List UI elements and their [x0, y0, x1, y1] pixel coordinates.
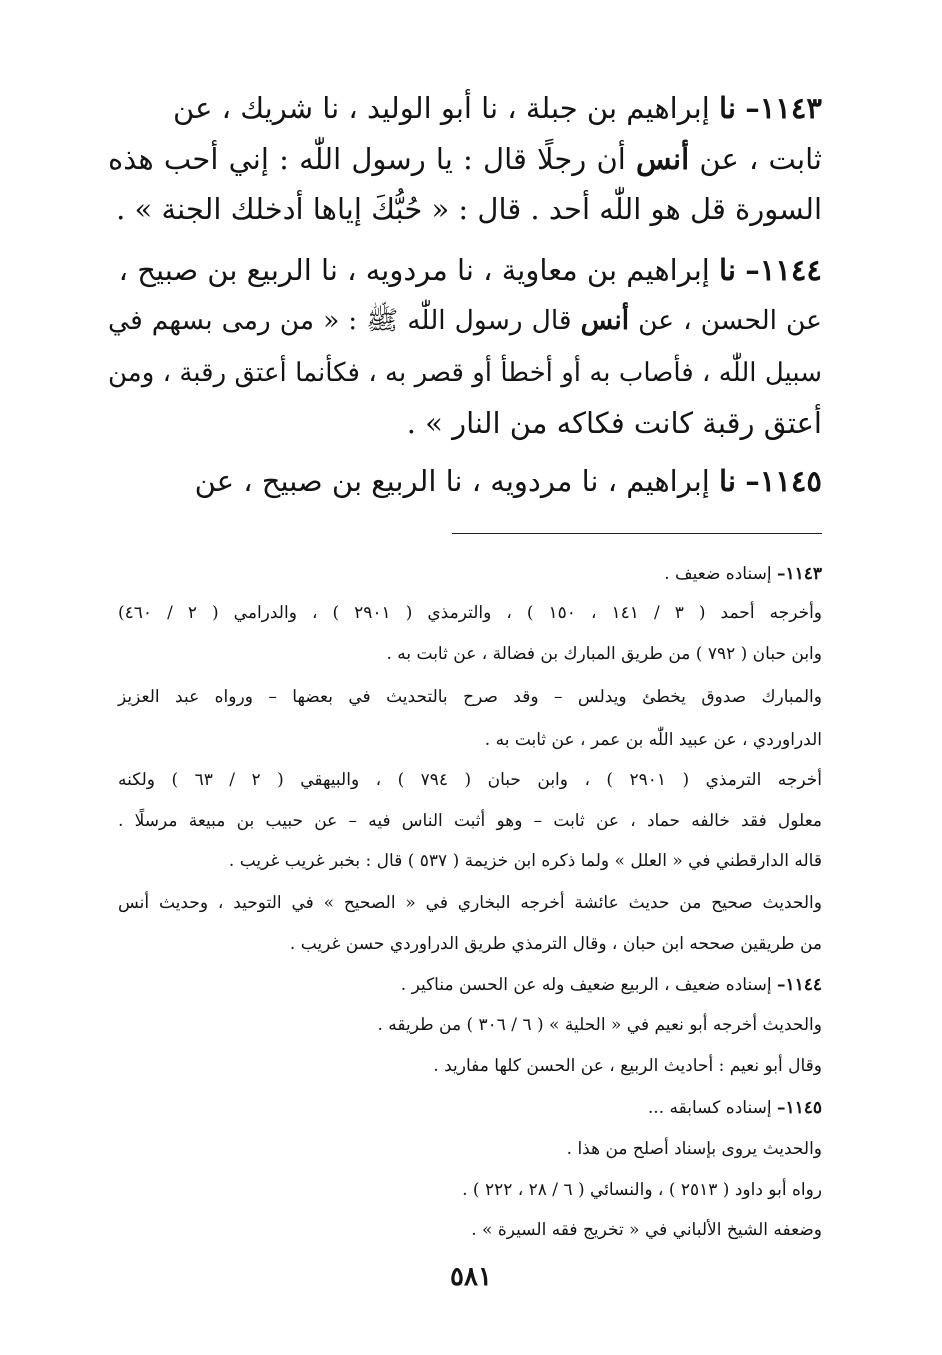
footnote-number: ١١٤٥– — [776, 1098, 822, 1118]
hadith-1143-line-3: السورة قل هو اللّٰه أحد . قال : « حُبُّكَ إياها أدخلك الجنة » . — [116, 192, 822, 226]
hadith-text: ثابت ، عن — [689, 142, 822, 176]
hadith-number: ١١٤٥– — [745, 464, 822, 498]
narration-marker: نا — [719, 253, 736, 287]
hadith-1143-line-2 — [108, 142, 822, 176]
narration-marker: نا — [719, 464, 736, 498]
hadith-text: إبراهيم بن جبلة ، نا أبو الوليد ، نا شريك ، عن — [173, 91, 720, 125]
footnote-1144-line-2: والحديث أخرجه أبو نعيم في « الحلية » ( ٦ / ٣٠٦ ) من طريقه . — [377, 1015, 822, 1035]
hadith-text: أن رجلًا قال : يا رسول اللّٰه : إني أحب هذه — [108, 142, 637, 176]
footnote-1143-line-7: معلول فقد خالفه حماد ، عن ثابت – وهو أثبت الناس فيه – عن حبيب بن مبيعة مرسلًا . — [118, 811, 822, 831]
footnote-1143-line-9: والحديث صحيح من حديث عائشة أخرجه البخاري في « الصحيح » في التوحيد ، وحديث أنس — [118, 893, 822, 913]
hadith-1144-line-3: سبيل اللّٰه ، فأصاب به أو أخطأ أو قصر به ، فكأنما أعتق رقبة ، ومن — [108, 358, 822, 388]
footnote-1143-line-2: وأخرجه أحمد ( ٣ / ١٤١ ، ١٥٠ ) ، والترمذي ( ٢٩٠١ ) ، والدرامي ( ٢ / ٤٦٠) — [118, 603, 823, 623]
page-number: ٥٨١ — [450, 1262, 492, 1292]
hadith-number: ١١٤٤– — [745, 253, 822, 287]
footnote-divider — [452, 533, 822, 534]
footnote-1143-line-5: الدراوردي ، عن عبيد اللّٰه بن عمر ، عن ثابت به . — [484, 730, 822, 750]
footnote-text: إسناده كسابقه ... — [647, 1098, 777, 1118]
footnote-1143-line-1 — [664, 566, 822, 583]
footnote-1145-line-2: والحديث يروى بإسناد أصلح من هذا . — [566, 1139, 822, 1159]
hadith-1144-line-1 — [118, 253, 822, 287]
hadith-text: عن الحسن ، عن — [629, 305, 822, 336]
footnote-1143-line-6: أخرجه الترمذي ( ٢٩٠١ ) ، وابن حبان ( ٧٩٤ ) ، والبيهقي ( ٢ / ٦٣ ) ولكنه — [118, 770, 823, 790]
footnote-text: إسناده ضعيف ، الربيع ضعيف وله عن الحسن مناكير . — [400, 975, 777, 995]
footnote-1143-line-8: قاله الدارقطني في « العلل » ولما ذكره ابن خزيمة ( ٥٣٧ ) قال : بخبر غريب غريب . — [228, 851, 822, 871]
hadith-number: ١١٤٣– — [745, 91, 822, 125]
footnote-text: إسناده ضعيف . — [664, 564, 777, 584]
footnote-1145-line-1 — [648, 1100, 822, 1117]
companion-name: أنس — [636, 142, 690, 176]
hadith-1144-line-2 — [108, 305, 822, 336]
companion-name: أنس — [580, 305, 630, 336]
hadith-1143-line-1 — [173, 91, 822, 125]
footnote-1143-line-10: من طريقين صححه ابن حبان ، وقال الترمذي طريق الدراوردي حسن غريب . — [289, 934, 822, 954]
footnote-number: ١١٤٣– — [776, 564, 822, 584]
hadith-text: إبراهيم بن معاوية ، نا مردويه ، نا الربيع بن صبيح ، — [118, 253, 720, 287]
footnote-1143-line-3: وابن حبان ( ٧٩٢ ) من طريق المبارك بن فضالة ، عن ثابت به . — [386, 644, 822, 664]
hadith-1145-line-1 — [194, 464, 822, 498]
hadith-text: إبراهيم ، نا مردويه ، نا الربيع بن صبيح ، عن — [194, 464, 720, 498]
narration-marker: نا — [719, 91, 736, 125]
hadith-1144-line-4: أعتق رقبة كانت فكاكه من النار » . — [406, 406, 822, 440]
footnote-1143-line-4: والمبارك صدوق يخطئ ويدلس – وقد صرح بالتحديث في بعضها – ورواه عبد العزيز — [118, 687, 822, 707]
footnote-1144-line-3: وقال أبو نعيم : أحاديث الربيع ، عن الحسن كلها مفاريد . — [433, 1056, 822, 1076]
footnote-1145-line-3: رواه أبو داود ( ٢٥١٣ ) ، والنسائي ( ٦ / ٢٨ ، ٢٢٢ ) . — [462, 1180, 822, 1200]
footnote-1144-line-1 — [401, 977, 822, 994]
footnote-1145-line-4: وضعفه الشيخ الألباني في « تخريج فقه السيرة » . — [471, 1220, 822, 1240]
hadith-text: قال رسول اللّٰه ﷺ : « من رمى بسهم في — [108, 305, 581, 336]
footnote-number: ١١٤٤– — [776, 975, 822, 995]
